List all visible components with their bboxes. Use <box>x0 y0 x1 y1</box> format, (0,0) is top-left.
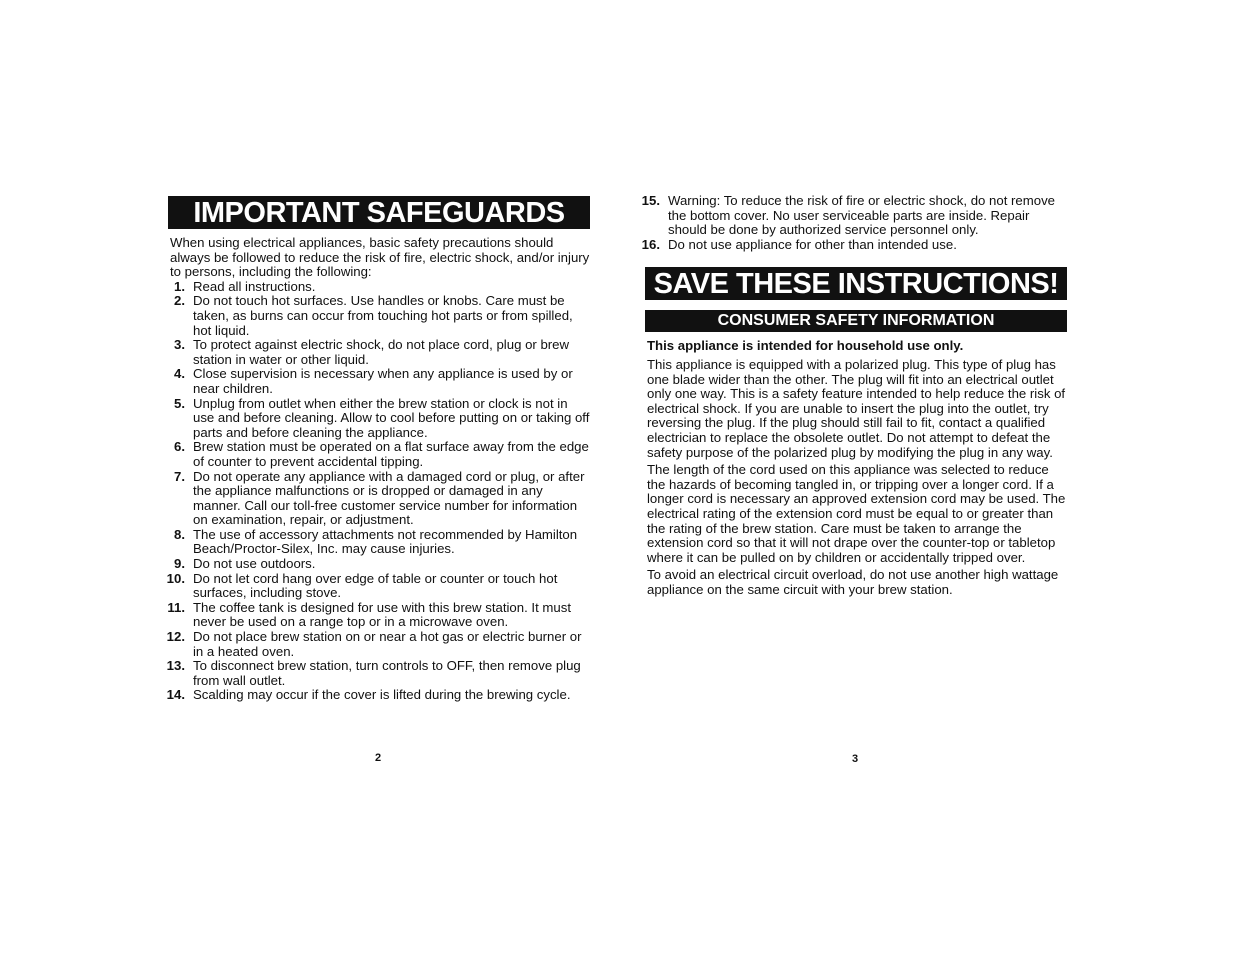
safeguards-list-continued <box>643 194 1067 252</box>
item-number: 9. <box>174 556 185 572</box>
item-number: 5. <box>174 395 185 411</box>
item-number: 12. <box>166 629 185 645</box>
intro-paragraph: When using electrical appliances, basic safety precautions should always be followed to reduce the risk of fire, electric shock, and/or injury to persons, including the following: <box>170 235 590 280</box>
list-item <box>168 280 590 295</box>
item-text: To disconnect brew station, turn controls to OFF, then remove plug from wall outlet. <box>193 658 581 688</box>
left-page <box>168 196 590 703</box>
item-text: Read all instructions. <box>193 278 316 294</box>
item-text: Do not touch hot surfaces. Use handles or knobs. Care must be taken, as burns can occur from touching hot parts or from spilled, hot liquid. <box>193 293 573 338</box>
list-item <box>168 630 590 659</box>
item-number: 4. <box>174 366 185 382</box>
item-text: Do not place brew station on or near a hot gas or electric burner or in a heated oven. <box>193 629 582 659</box>
save-instructions-banner: SAVE THESE INSTRUCTIONS! <box>645 267 1067 300</box>
list-item <box>168 338 590 367</box>
item-number: 16. <box>641 236 660 252</box>
consumer-safety-section <box>645 339 1067 597</box>
item-number: 14. <box>166 687 185 703</box>
list-item <box>643 194 1067 238</box>
item-text: The use of accessory attachments not recommended by Hamilton Beach/Proctor-Silex, Inc. may cause injuries. <box>193 526 578 557</box>
item-text: Do not use outdoors. <box>193 556 316 572</box>
circuit-overload-paragraph: To avoid an electrical circuit overload, do not use another high wattage appliance on the same circuit with your brew station. <box>647 567 1059 597</box>
item-text: Scalding may occur if the cover is lifted during the brewing cycle. <box>193 687 571 703</box>
item-text: The coffee tank is designed for use with this brew station. It must never be used on a range top or in a microwave oven. <box>193 599 571 630</box>
list-item <box>168 688 590 703</box>
item-text: Close supervision is necessary when any appliance is used by or near children. <box>193 366 573 396</box>
item-number: 2. <box>174 293 185 309</box>
page-number-left: 2 <box>375 752 382 764</box>
item-number: 1. <box>174 278 185 294</box>
important-safeguards-title: IMPORTANT SAFEGUARDS <box>168 196 590 229</box>
list-item <box>168 294 590 338</box>
list-item <box>168 557 590 572</box>
item-text: Do not use appliance for other than intended use. <box>668 236 957 252</box>
cord-length-paragraph: The length of the cord used on this appliance was selected to reduce the hazards of becoming tangled in, or tripping over a longer cord. If a longer cord is necessary an approved extension cord may be used. The electrical rating of the extension cord must be equal to or greater than the rating of the brew station. Care must be taken to arrange the extension cord so that it will not drape over the counter-top or tabletop where it can be pulled on by children or accidentally tripped over. <box>647 462 1066 565</box>
list-item <box>643 238 1067 253</box>
list-item <box>168 367 590 396</box>
item-text: Unplug from outlet when either the brew station or clock is not in use and before cleaning. Allow to cool before putting on or taking off parts and before cleaning the appliance. <box>193 395 590 440</box>
item-text: Brew station must be operated on a flat surface away from the edge of counter to prevent accidental tipping. <box>193 439 589 469</box>
item-number: 8. <box>174 526 185 542</box>
item-text: To protect against electric shock, do not place cord, plug or brew station in water or other liquid. <box>193 337 570 367</box>
item-text: Do not let cord hang over edge of table or counter or touch hot surfaces, including stove. <box>193 570 558 601</box>
household-use-line: This appliance is intended for household use only. <box>647 338 964 354</box>
list-item <box>168 659 590 688</box>
list-item <box>168 528 590 557</box>
item-number: 15. <box>641 193 660 208</box>
item-number: 3. <box>174 337 185 353</box>
item-text: Warning: To reduce the risk of fire or electric shock, do not remove the bottom cover. No user serviceable parts are inside. Repair should be done by authorized service personnel only. <box>668 193 1056 238</box>
item-number: 6. <box>174 439 185 455</box>
item-number: 7. <box>174 468 185 484</box>
list-item <box>168 470 590 528</box>
item-number: 13. <box>166 658 185 674</box>
right-page <box>641 193 1067 600</box>
consumer-safety-heading: CONSUMER SAFETY INFORMATION <box>645 310 1067 332</box>
page-number-right: 3 <box>852 753 859 765</box>
polarized-plug-paragraph: This appliance is equipped with a polarized plug. This type of plug has one blade wider than the other. The plug will fit into an electrical outlet only one way. This is a safety feature intended to help reduce the risk of electrical shock. If you are unable to insert the plug into the outlet, try reversing the plug. If the plug should still fail to fit, contact a qualified electrician to replace the obsolete outlet. Do not attempt to defeat the safety purpose of the polarized plug by modifying the plug in any way. <box>647 356 1066 460</box>
list-item <box>168 397 590 441</box>
item-number: 11. <box>167 599 185 615</box>
item-text: Do not operate any appliance with a damaged cord or plug, or after the appliance malfunctions or is dropped or damaged in any manner. Call our toll-free customer service number for information on examination, repair, or adjustment. <box>193 468 585 528</box>
item-number: 10. <box>166 570 185 586</box>
list-item <box>168 601 590 630</box>
list-item <box>168 572 590 601</box>
safeguards-list <box>168 280 590 703</box>
list-item <box>168 440 590 469</box>
